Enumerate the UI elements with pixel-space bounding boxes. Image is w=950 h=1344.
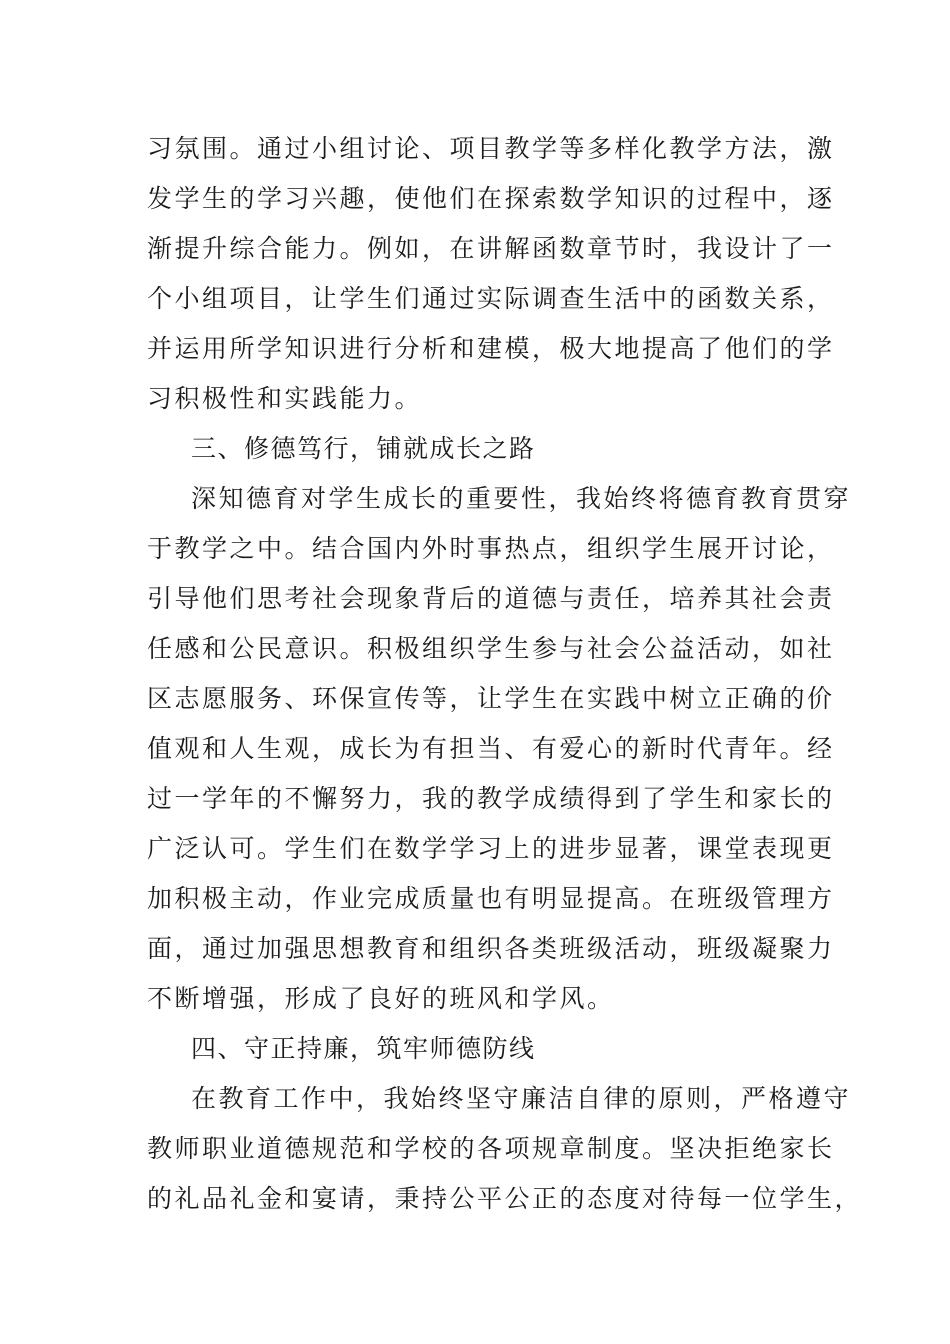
- paragraph-line: 渐提升综合能力。例如，在讲解函数章节时，我设计了一: [147, 234, 835, 263]
- section-heading: 三、修德笃行，铺就成长之路: [191, 434, 536, 463]
- paragraph-line: 区志愿服务、环保宣传等，让学生在实践中树立正确的价: [147, 684, 835, 713]
- paragraph-line: 于教学之中。结合国内外时事热点，组织学生展开讨论，: [147, 534, 835, 563]
- paragraph-line: 教师职业道德规范和学校的各项规章制度。坚决拒绝家长: [147, 1134, 835, 1163]
- paragraph-line: 发学生的学习兴趣，使他们在探索数学知识的过程中，逐: [147, 184, 835, 213]
- paragraph-line: 广泛认可。学生们在数学学习上的进步显著，课堂表现更: [147, 834, 835, 863]
- paragraph-line: 引导他们思考社会现象背后的道德与责任，培养其社会责: [147, 584, 835, 613]
- paragraph-line: 值观和人生观，成长为有担当、有爱心的新时代青年。经: [147, 734, 835, 763]
- paragraph-line: 过一学年的不懈努力，我的教学成绩得到了学生和家长的: [147, 784, 835, 813]
- paragraph-line: 在教育工作中，我始终坚守廉洁自律的原则，严格遵守: [191, 1084, 852, 1113]
- paragraph-line: 习积极性和实践能力。: [147, 384, 423, 413]
- paragraph-line: 加积极主动，作业完成质量也有明显提高。在班级管理方: [147, 884, 835, 913]
- paragraph-line: 习氛围。通过小组讨论、项目教学等多样化教学方法，激: [147, 134, 835, 163]
- section-heading: 四、守正持廉，筑牢师德防线: [191, 1034, 536, 1063]
- paragraph-line: 不断增强，形成了良好的班风和学风。: [147, 984, 615, 1013]
- paragraph-line: 并运用所学知识进行分析和建模，极大地提高了他们的学: [147, 334, 835, 363]
- paragraph-line: 的礼品礼金和宴请，秉持公平公正的态度对待每一位学生，: [147, 1184, 863, 1213]
- paragraph-line: 深知德育对学生成长的重要性，我始终将德育教育贯穿: [191, 484, 852, 513]
- paragraph-line: 面，通过加强思想教育和组织各类班级活动，班级凝聚力: [147, 934, 835, 963]
- paragraph-line: 任感和公民意识。积极组织学生参与社会公益活动，如社: [147, 634, 835, 663]
- paragraph-line: 个小组项目，让学生们通过实际调查生活中的函数关系，: [147, 284, 835, 313]
- document-body: [147, 124, 863, 1224]
